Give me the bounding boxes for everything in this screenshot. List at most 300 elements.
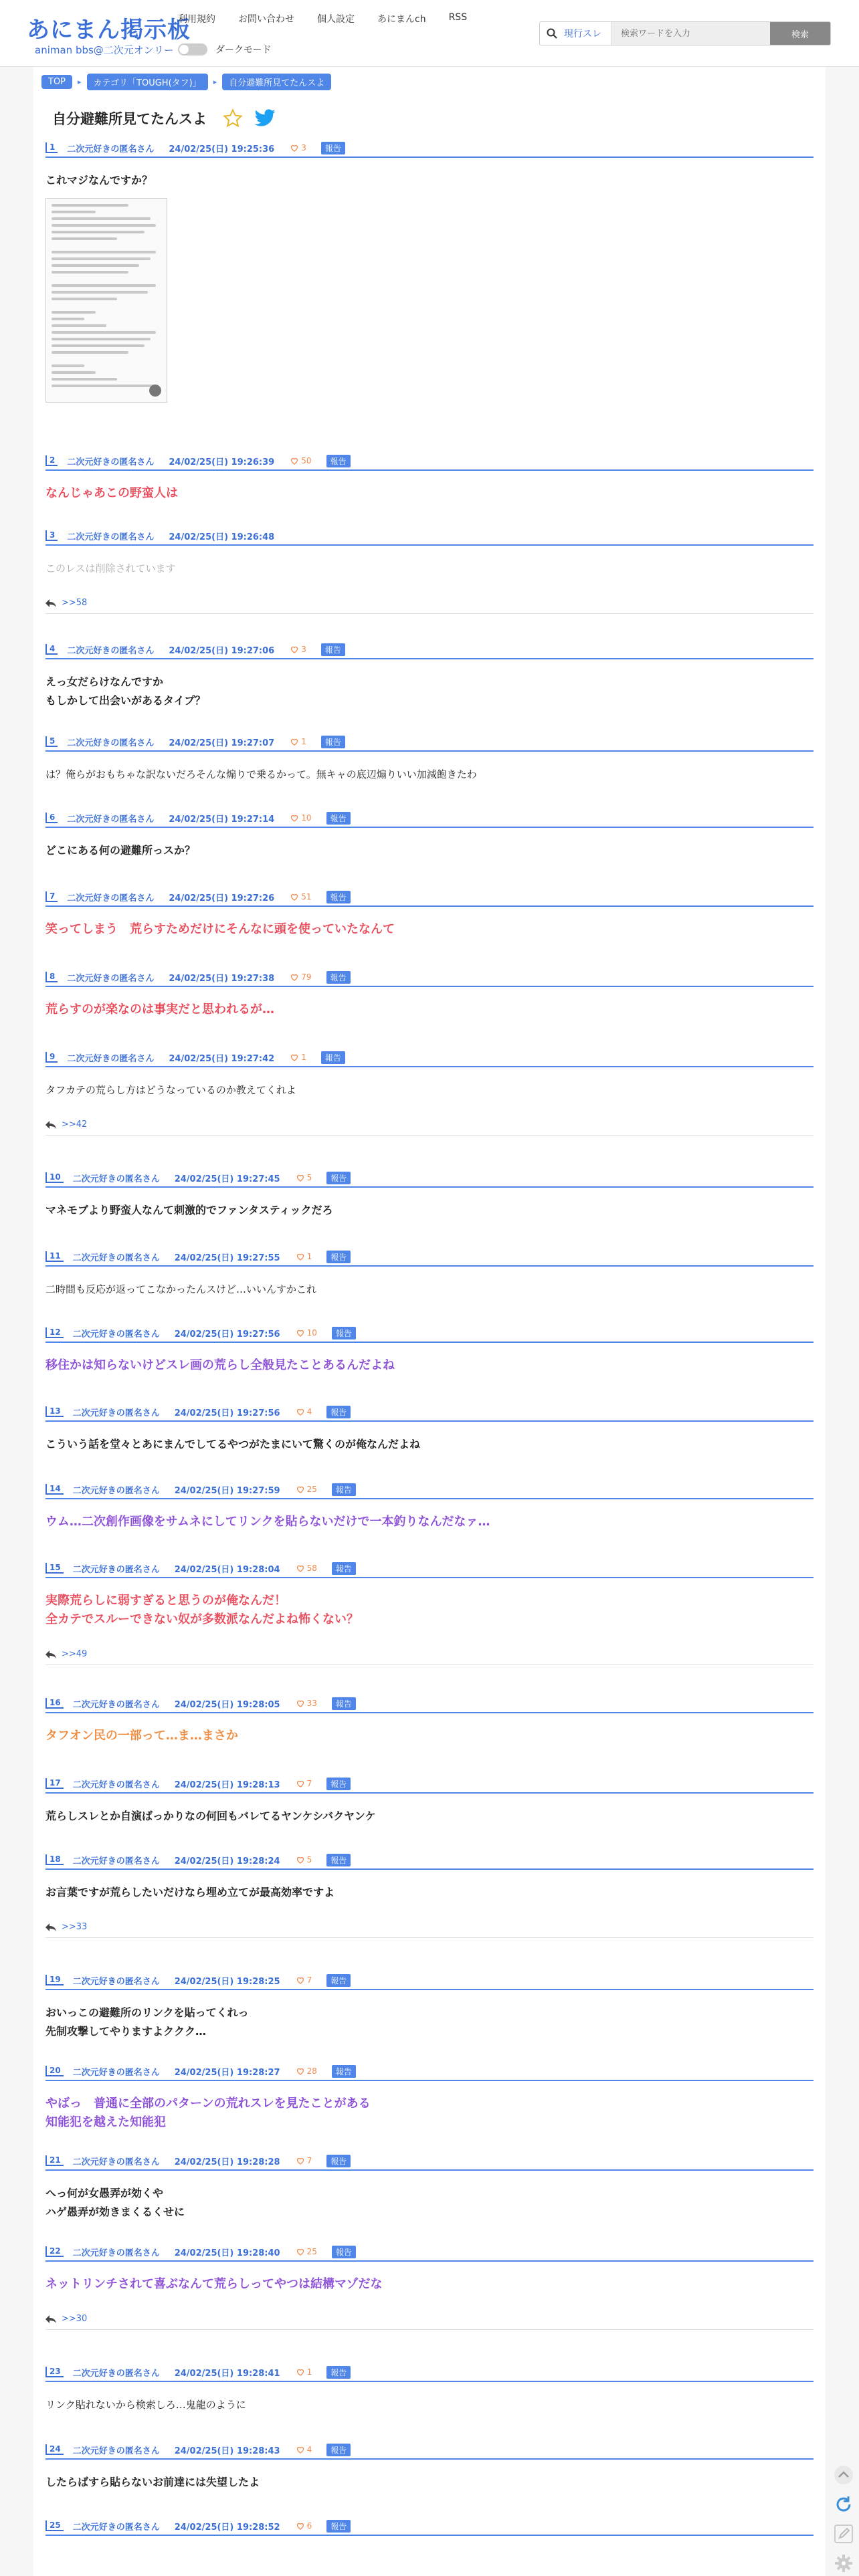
post-body: [45, 1435, 814, 1454]
top-nav: [178, 12, 467, 25]
report-button[interactable]: 報告: [326, 2155, 351, 2167]
nav-animanch[interactable]: あにまんch: [377, 14, 426, 25]
post-author: 二次元好きの匿名さん: [67, 738, 155, 748]
post: [45, 1974, 814, 2041]
like-count: 79: [301, 972, 312, 982]
heart-icon: [296, 2368, 304, 2376]
post-number[interactable]: 20: [45, 2066, 64, 2076]
heart-icon: [296, 2157, 304, 2165]
post-number[interactable]: 17: [45, 1778, 64, 1789]
post-body: [45, 2275, 814, 2294]
post-body: [45, 1807, 814, 1826]
like-count: 28: [306, 2066, 317, 2076]
report-button[interactable]: 報告: [326, 1854, 351, 1866]
post-image-thumbnail[interactable]: [45, 198, 167, 403]
chevron-right-icon: ▸: [213, 78, 217, 86]
like-button[interactable]: [296, 1564, 317, 1573]
post-body: [45, 2473, 814, 2492]
post-header: [45, 971, 814, 987]
post-header: [45, 455, 814, 471]
chevron-right-icon: ▸: [78, 78, 82, 86]
post-number[interactable]: 6: [45, 813, 58, 823]
post-author: 二次元好きの匿名さん: [67, 457, 155, 467]
like-button[interactable]: [296, 1975, 312, 1985]
post: [45, 1778, 814, 1826]
like-button[interactable]: [290, 1053, 306, 1062]
like-count: 1: [301, 1053, 306, 1062]
like-count: 7: [306, 1779, 312, 1788]
like-count: 10: [301, 813, 312, 823]
reply-links: [45, 1119, 814, 1136]
search-bar: [539, 21, 831, 45]
post: [45, 2366, 814, 2414]
post-body-line: へっ何が女愚弄が効くや: [45, 2187, 164, 2199]
post-body: [45, 1000, 814, 1019]
report-button[interactable]: 報告: [326, 812, 351, 825]
post-date: 24/02/25(日) 19:28:05: [174, 1699, 280, 1710]
reply-link[interactable]: >>49: [62, 1649, 88, 1659]
post-number[interactable]: 23: [45, 2367, 64, 2377]
post-header: [45, 1562, 814, 1578]
post-date: 24/02/25(日) 19:25:36: [169, 144, 275, 154]
post-header: [45, 736, 814, 752]
report-button[interactable]: 報告: [332, 1697, 356, 1710]
reply-arrow-icon: [45, 599, 56, 607]
reply-link[interactable]: >>33: [62, 1922, 88, 1932]
like-button[interactable]: [290, 143, 306, 152]
reply-arrow-icon: [45, 1923, 56, 1931]
post-body-line: 笑ってしまう 荒らすためだけにそんなに頭を使っていたなんて: [45, 922, 395, 936]
post-body-line: マネモブより野蛮人なんて刺激的でファンタスティックだろ: [45, 1204, 333, 1216]
post-header: [45, 530, 814, 546]
post-number[interactable]: 4: [45, 644, 58, 655]
post-author: 二次元好きの匿名さん: [72, 1976, 160, 1987]
nav-rss[interactable]: RSS: [448, 12, 468, 23]
post-body-line: やばっ 普通に全部のパターンの荒れスレを見たことがある: [45, 2097, 371, 2111]
post: [45, 812, 814, 860]
post-author: 二次元好きの匿名さん: [67, 645, 155, 656]
post-body-line: ウム…二次創作画像をサムネにしてリンクを貼らないだけで一本釣りなんだなァ…: [45, 1515, 490, 1529]
gear-icon[interactable]: [834, 2553, 854, 2573]
post-body-line: おいっこの避難所のリンクを貼ってくれっ: [45, 2006, 249, 2019]
post-body: [45, 1592, 814, 1629]
heart-icon: [296, 2446, 304, 2454]
report-button[interactable]: 報告: [321, 1051, 345, 1064]
post-body: [45, 1727, 814, 1745]
post-author: 二次元好きの匿名さん: [72, 1253, 160, 1263]
post-number[interactable]: 24: [45, 2444, 64, 2455]
report-button[interactable]: 報告: [332, 2246, 356, 2258]
like-button[interactable]: [290, 737, 306, 746]
like-button[interactable]: [290, 456, 311, 465]
post: [45, 1562, 814, 1665]
post-body: [45, 2095, 814, 2132]
nav-contact[interactable]: お問い合わせ: [238, 14, 294, 25]
post: [45, 1483, 814, 1531]
post-date: 24/02/25(日) 19:28:24: [174, 1856, 280, 1866]
post-body-line: 実際荒らしに弱すぎると思うのが俺なんだ！: [45, 1594, 286, 1608]
post-date: 24/02/25(日) 19:28:13: [174, 1780, 280, 1790]
page-title: [52, 108, 276, 128]
post-body-line: は？俺らがおもちゃな訳ないだろそんな煽りで乗るかって。無キャの底辺煽りいい加減飽きたわ: [45, 768, 477, 780]
heart-icon: [296, 1976, 304, 1984]
site-logo[interactable]: [27, 17, 191, 57]
post-header: [45, 2444, 814, 2460]
post-date: 24/02/25(日) 19:27:42: [169, 1053, 275, 1064]
post-author: 二次元好きの匿名さん: [72, 2067, 160, 2078]
thread-title-text: 自分避難所見てたんスよ: [52, 111, 207, 127]
heart-icon: [296, 1856, 304, 1864]
reply-links: [45, 2314, 814, 2330]
post-author: 二次元好きの匿名さん: [72, 2446, 160, 2456]
post-author: 二次元好きの匿名さん: [72, 2248, 160, 2258]
report-button[interactable]: 報告: [326, 2444, 351, 2456]
post-number[interactable]: 22: [45, 2246, 64, 2257]
like-button[interactable]: [296, 2156, 312, 2165]
post-number[interactable]: 12: [45, 1327, 64, 1338]
reply-links: [45, 1649, 814, 1665]
report-button[interactable]: 報告: [326, 2520, 351, 2533]
like-count: 25: [306, 1485, 317, 1494]
post-body-line: これマジなんですか？: [45, 174, 153, 187]
post-author: 二次元好きの匿名さん: [72, 1329, 160, 1339]
post-number[interactable]: 18: [45, 1854, 64, 1865]
dark-mode-label: ダークモード: [215, 45, 272, 56]
post-date: 24/02/25(日) 19:28:04: [174, 1564, 280, 1575]
post: [45, 643, 814, 710]
like-button[interactable]: [296, 2066, 317, 2076]
post-number[interactable]: 25: [45, 2520, 64, 2531]
report-button[interactable]: 報告: [332, 1327, 356, 1339]
post: [45, 891, 814, 939]
report-button[interactable]: 報告: [326, 1974, 351, 1987]
reload-icon[interactable]: [834, 2494, 854, 2514]
heart-icon: [296, 2067, 304, 2075]
post-date: 24/02/25(日) 19:27:14: [169, 814, 275, 825]
like-button[interactable]: [296, 1252, 312, 1261]
like-button[interactable]: [290, 645, 306, 654]
post-body: [45, 1513, 814, 1531]
like-count: 7: [306, 1975, 312, 1985]
reply-links: [45, 1922, 814, 1938]
post-body-line: 知能犯を越えた知能犯: [45, 2115, 166, 2129]
post-header: [45, 1697, 814, 1713]
like-count: 50: [301, 456, 312, 465]
report-button[interactable]: 報告: [326, 455, 351, 467]
post-date: 24/02/25(日) 19:27:56: [174, 1408, 280, 1418]
like-count: 7: [306, 2156, 312, 2165]
post-date: 24/02/25(日) 19:27:06: [169, 645, 275, 656]
like-count: 3: [301, 645, 306, 654]
report-button[interactable]: 報告: [321, 643, 345, 656]
post-author: 二次元好きの匿名さん: [72, 2368, 160, 2379]
post-author: 二次元好きの匿名さん: [67, 144, 155, 154]
post-author: 二次元好きの匿名さん: [72, 2157, 160, 2167]
post-body-line: 荒らしスレとか自演ばっかりなの何回もバレてるヤンケシバクヤンケ: [45, 1810, 376, 1822]
post-header: [45, 891, 814, 907]
like-button[interactable]: [290, 813, 311, 823]
post-author: 二次元好きの匿名さん: [72, 1780, 160, 1790]
post: [45, 2155, 814, 2222]
post-body-line: 移住かは知らないけどスレ画の荒らし全般見たことあるんだよね: [45, 1358, 395, 1372]
post-header: [45, 2246, 814, 2262]
breadcrumb-top[interactable]: TOP: [41, 75, 72, 89]
post-header: [45, 1327, 814, 1343]
like-button[interactable]: [296, 2367, 312, 2377]
heart-icon: [296, 2248, 304, 2256]
report-button[interactable]: 報告: [332, 1483, 356, 1496]
search-button[interactable]: 検索: [770, 21, 830, 45]
post-date: 24/02/25(日) 19:27:07: [169, 738, 275, 748]
report-button[interactable]: 報告: [326, 2366, 351, 2379]
post-body-line: お言葉ですが荒らしたいだけなら埋め立てが最高効率ですよ: [45, 1886, 335, 1899]
heart-icon: [296, 1564, 304, 1572]
post-body-line: えっ女だらけなんですか: [45, 675, 164, 688]
post-number[interactable]: 11: [45, 1251, 64, 1262]
post-header: [45, 1172, 814, 1188]
post-body: [45, 559, 814, 578]
post-body: [45, 920, 814, 939]
post: [45, 142, 814, 403]
report-button[interactable]: 報告: [332, 2065, 356, 2078]
heart-icon: [296, 1329, 304, 1337]
heart-icon: [296, 1780, 304, 1788]
post-body-line: タフカテの荒らし方はどうなっているのか教えてくれよ: [45, 1084, 296, 1096]
post-body: [45, 2004, 814, 2041]
post-number[interactable]: 14: [45, 1484, 64, 1495]
like-button[interactable]: [296, 1407, 312, 1416]
post-body: [45, 1201, 814, 1220]
post-body: [45, 484, 814, 503]
like-count: 5: [306, 1173, 312, 1182]
post-body: [45, 1883, 814, 1902]
post-date: 24/02/25(日) 19:28:27: [174, 2067, 280, 2078]
report-button[interactable]: 報告: [326, 1172, 351, 1184]
post: [45, 736, 814, 784]
post-date: 24/02/25(日) 19:26:39: [169, 457, 275, 467]
post-author: 二次元好きの匿名さん: [72, 1699, 160, 1710]
like-count: 6: [306, 2521, 312, 2531]
post-number[interactable]: 8: [45, 972, 58, 982]
post-date: 24/02/25(日) 19:28:25: [174, 1976, 280, 1987]
reply-arrow-icon: [45, 1121, 56, 1129]
post-number[interactable]: 21: [45, 2155, 64, 2166]
like-count: 1: [306, 2367, 312, 2377]
breadcrumb-thread[interactable]: 自分避難所見てたんスよ: [222, 74, 331, 90]
post-author: 二次元好きの匿名さん: [72, 2522, 160, 2533]
reply-arrow-icon: [45, 2315, 56, 2323]
reply-links: [45, 598, 814, 614]
like-button[interactable]: [296, 1779, 312, 1788]
post-author: 二次元好きの匿名さん: [72, 1174, 160, 1184]
post-date: 24/02/25(日) 19:28:43: [174, 2446, 280, 2456]
report-button[interactable]: 報告: [326, 971, 351, 984]
report-button[interactable]: 報告: [321, 142, 345, 154]
post-body-line: もしかして出会いがあるタイプ？: [45, 694, 206, 707]
report-button[interactable]: 報告: [321, 736, 345, 748]
post-number[interactable]: 5: [45, 736, 58, 747]
post: [45, 1172, 814, 1220]
post: [45, 1406, 814, 1454]
post-header: [45, 1483, 814, 1499]
like-button[interactable]: [296, 2521, 312, 2531]
heart-icon: [290, 893, 298, 901]
reply-link[interactable]: >>58: [62, 598, 88, 608]
post-number[interactable]: 1: [45, 142, 58, 153]
post-date: 24/02/25(日) 19:28:28: [174, 2157, 280, 2167]
post-date: 24/02/25(日) 19:27:56: [174, 1329, 280, 1339]
post-author: 二次元好きの匿名さん: [67, 532, 155, 542]
like-button[interactable]: [296, 1328, 317, 1337]
post-body: [45, 1081, 814, 1099]
post-body-line: タフオン民の一部って…ま…まさか: [45, 1729, 238, 1743]
post-body: [45, 1280, 814, 1299]
post-number[interactable]: 9: [45, 1052, 58, 1063]
post-header: [45, 1778, 814, 1794]
post-body: [45, 673, 814, 710]
like-count: 4: [306, 1407, 312, 1416]
report-button[interactable]: 報告: [326, 1251, 351, 1263]
post-body-line: どこにある何の避難所っスか？: [45, 844, 196, 857]
post-body-line: 荒らすのが楽なのは事実だと思われるが…: [45, 1002, 274, 1016]
post-date: 24/02/25(日) 19:28:40: [174, 2248, 280, 2258]
like-count: 1: [301, 737, 306, 746]
pencil-icon[interactable]: [834, 2524, 854, 2544]
post-body-line: なんじゃあこの野蛮人は: [45, 486, 178, 500]
reply-arrow-icon: [45, 1650, 56, 1658]
like-count: 58: [306, 1564, 317, 1573]
logo-subtitle: animan bbs@二次元オンリー: [35, 44, 174, 56]
nav-terms[interactable]: 利用規約: [178, 14, 215, 25]
post-author: 二次元好きの匿名さん: [67, 1053, 155, 1064]
post-body: [45, 2395, 814, 2414]
post-date: 24/02/25(日) 19:27:45: [174, 1174, 280, 1184]
post-body-line: ハゲ愚弄が効きまくるくせに: [45, 2206, 185, 2218]
post-date: 24/02/25(日) 19:27:26: [169, 893, 275, 903]
post: [45, 2520, 814, 2536]
post-author: 二次元好きの匿名さん: [67, 814, 155, 825]
report-button[interactable]: 報告: [326, 891, 351, 903]
dark-mode-toggle[interactable]: [178, 43, 207, 56]
post-author: 二次元好きの匿名さん: [72, 1564, 160, 1575]
scroll-top-icon[interactable]: [834, 2465, 854, 2485]
post-header: [45, 2155, 814, 2171]
post-date: 24/02/25(日) 19:27:38: [169, 973, 275, 984]
twitter-icon[interactable]: [254, 109, 276, 128]
post-number[interactable]: 13: [45, 1406, 64, 1417]
post-body: [45, 765, 814, 784]
like-button[interactable]: [296, 2445, 312, 2454]
breadcrumb-category[interactable]: カテゴリ「TOUGH(タフ)」: [87, 74, 208, 90]
post-number[interactable]: 19: [45, 1975, 64, 1985]
post-header: [45, 1051, 814, 1067]
post-author: 二次元好きの匿名さん: [67, 973, 155, 984]
post: [45, 1697, 814, 1745]
post-body-line: 先制攻撃してやりますよククク…: [45, 2025, 207, 2038]
report-button[interactable]: 報告: [326, 1778, 351, 1790]
post-header: [45, 142, 814, 158]
like-button[interactable]: [290, 892, 311, 901]
search-icon: [540, 28, 564, 39]
post-body-line: こういう話を堂々とあにまんでしてるやつがたまにいて驚くのが俺なんだよね: [45, 1438, 421, 1451]
heart-icon: [296, 2522, 304, 2530]
like-button[interactable]: [296, 1173, 312, 1182]
like-count: 10: [306, 1328, 317, 1337]
post-body: [45, 2184, 814, 2222]
post: [45, 1327, 814, 1375]
post-header: [45, 2520, 814, 2536]
post: [45, 1051, 814, 1136]
nav-settings[interactable]: 個人設定: [317, 14, 355, 25]
post-number[interactable]: 10: [45, 1172, 64, 1183]
breadcrumb: [41, 74, 331, 90]
like-button[interactable]: [296, 1699, 317, 1708]
post-author: 二次元好きの匿名さん: [72, 1856, 160, 1866]
post-number[interactable]: 7: [45, 891, 58, 902]
like-button[interactable]: [296, 2247, 317, 2256]
post-header: [45, 812, 814, 828]
post-number[interactable]: 15: [45, 1563, 64, 1574]
reply-link[interactable]: >>30: [62, 2314, 88, 2324]
zoom-icon: [149, 385, 161, 397]
post: [45, 2444, 814, 2492]
heart-icon: [290, 973, 298, 981]
logo-title: あにまん掲示板: [27, 17, 191, 43]
like-count: 25: [306, 2247, 317, 2256]
search-scope-select[interactable]: 現行スレ: [564, 29, 601, 39]
post-date: 24/02/25(日) 19:27:59: [174, 1485, 280, 1496]
post-header: [45, 2366, 814, 2382]
post-number[interactable]: 16: [45, 1698, 64, 1709]
heart-icon: [290, 1053, 298, 1061]
like-button[interactable]: [296, 1485, 317, 1494]
heart-icon: [296, 1485, 304, 1493]
post-date: 24/02/25(日) 19:28:41: [174, 2368, 280, 2379]
post: [45, 1854, 814, 1938]
dark-mode-control: [178, 43, 271, 56]
heart-icon: [290, 144, 298, 152]
post-body-line: したらばすら貼らないお前達には失望したよ: [45, 2476, 260, 2488]
thread-container: [33, 67, 826, 2576]
post-number[interactable]: 3: [45, 530, 58, 541]
heart-icon: [296, 1253, 304, 1261]
post: [45, 530, 814, 614]
post-body-line: 全カテでスルーできない奴が多数派なんだよね怖くない？: [45, 1612, 359, 1626]
post-header: [45, 1974, 814, 1990]
like-button[interactable]: [296, 1855, 312, 1864]
heart-icon: [296, 1408, 304, 1416]
report-button[interactable]: 報告: [326, 1406, 351, 1418]
report-button[interactable]: 報告: [332, 1562, 356, 1575]
reply-link[interactable]: >>42: [62, 1119, 88, 1130]
like-count: 4: [306, 2445, 312, 2454]
heart-icon: [296, 1699, 304, 1707]
like-count: 5: [306, 1855, 312, 1864]
post: [45, 1251, 814, 1299]
like-count: 51: [301, 892, 312, 901]
post-body: [45, 1356, 814, 1375]
post-date: 24/02/25(日) 19:27:55: [174, 1253, 280, 1263]
like-count: 3: [301, 143, 306, 152]
like-button[interactable]: [290, 972, 311, 982]
post-author: 二次元好きの匿名さん: [67, 893, 155, 903]
star-icon[interactable]: [223, 108, 243, 128]
post-number[interactable]: 2: [45, 455, 58, 466]
post-body-line: このレスは削除されています: [45, 562, 176, 574]
search-input[interactable]: [611, 22, 770, 45]
like-count: 1: [306, 1252, 312, 1261]
heart-icon: [290, 814, 298, 822]
